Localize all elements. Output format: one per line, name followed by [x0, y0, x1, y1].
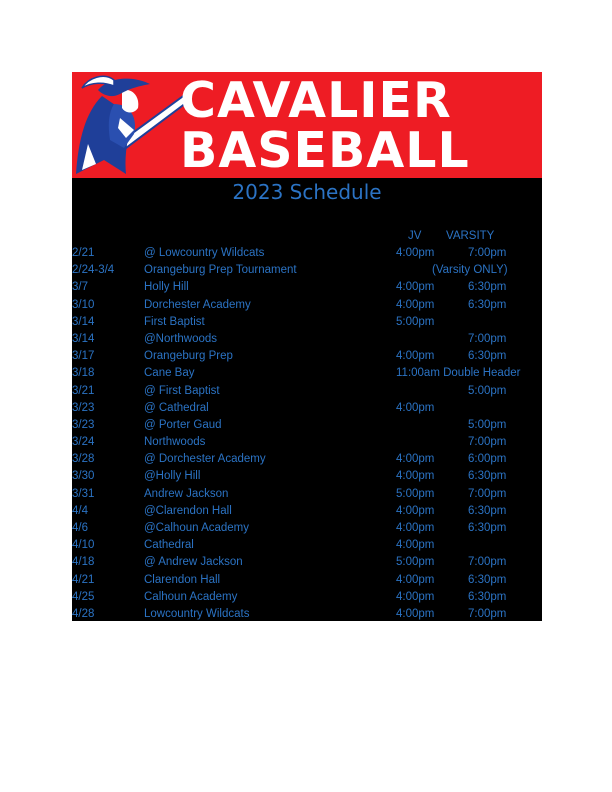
- schedule-row: [72, 245, 542, 262]
- schedule-row: [72, 365, 542, 382]
- schedule-list: [72, 245, 542, 623]
- game-varsity-time: 6:30pm: [468, 350, 507, 363]
- game-opponent: @Calhoun Academy: [144, 522, 250, 534]
- game-date: 3/10: [72, 298, 95, 311]
- schedule-row: [72, 520, 542, 537]
- game-varsity-time: 5:00pm: [468, 384, 507, 397]
- game-date: 3/23: [72, 418, 95, 431]
- schedule-sheet: [72, 72, 542, 621]
- game-opponent: Lowcountry Wildcats: [144, 607, 250, 620]
- schedule-row: [72, 331, 542, 348]
- game-jv-time: 4:00pm: [396, 573, 435, 586]
- game-date: 2/21: [72, 247, 95, 259]
- game-varsity-time: 7:00pm: [468, 247, 507, 259]
- game-date: 3/14: [72, 332, 95, 345]
- schedule-row: [72, 537, 542, 554]
- game-date: 4/4: [72, 504, 88, 517]
- schedule-row: [72, 400, 542, 417]
- game-jv-time: 4:00pm: [396, 470, 435, 483]
- game-opponent: Andrew Jackson: [144, 487, 229, 500]
- game-opponent: First Baptist: [144, 315, 205, 328]
- game-jv-time: 4:00pm: [396, 453, 435, 466]
- game-jv-time: 4:00pm: [396, 298, 435, 311]
- game-opponent: @ Andrew Jackson: [144, 556, 243, 569]
- schedule-row: [72, 606, 542, 623]
- game-jv-time: 4:00pm: [396, 522, 435, 534]
- game-jv-time: 5:00pm: [396, 487, 435, 500]
- schedule-row: [72, 262, 542, 279]
- column-header-varsity: VARSITY: [446, 230, 495, 242]
- game-varsity-time: 6:30pm: [468, 522, 507, 534]
- game-jv-time: 4:00pm: [396, 504, 435, 517]
- game-varsity-time: 6:30pm: [468, 573, 507, 586]
- game-date: 3/17: [72, 350, 95, 363]
- schedule-row: [72, 297, 542, 314]
- game-opponent: @Holly Hill: [144, 470, 201, 483]
- game-jv-time: 4:00pm: [396, 590, 435, 603]
- schedule-row: [72, 468, 542, 485]
- game-varsity-time: 7:00pm: [468, 556, 507, 569]
- game-varsity-time: 7:00pm: [468, 332, 507, 345]
- game-date: 4/28: [72, 607, 95, 620]
- game-varsity-time: 6:30pm: [468, 298, 507, 311]
- schedule-row: [72, 589, 542, 606]
- schedule-row: [72, 554, 542, 571]
- game-date: 3/14: [72, 315, 95, 328]
- game-varsity-time: 6:30pm: [468, 504, 507, 517]
- schedule-row: [72, 348, 542, 365]
- game-date: 4/18: [72, 556, 95, 569]
- game-jv-time: 5:00pm: [396, 315, 435, 328]
- schedule-row: [72, 417, 542, 434]
- schedule-row: [72, 572, 542, 589]
- banner-line-cavalier: CAVALIER: [180, 72, 452, 129]
- game-jv-time: 4:00pm: [396, 247, 435, 259]
- game-date: 3/28: [72, 453, 95, 466]
- game-varsity-time: 5:00pm: [468, 418, 507, 431]
- game-varsity-time: 7:00pm: [468, 436, 507, 449]
- game-date: 3/7: [72, 281, 88, 294]
- schedule-row: [72, 314, 542, 331]
- header-banner: [72, 72, 542, 178]
- game-opponent: @ Dorchester Academy: [144, 453, 266, 466]
- game-jv-time: 11:00am Double Header: [396, 367, 521, 380]
- game-opponent: @ Lowcountry Wildcats: [144, 247, 265, 259]
- game-jv-time: 4:00pm: [396, 539, 435, 552]
- game-jv-time: 4:00pm: [396, 281, 435, 294]
- game-opponent: Holly Hill: [144, 281, 189, 294]
- game-date: 3/31: [72, 487, 95, 500]
- game-varsity-time: 6:00pm: [468, 453, 507, 466]
- game-opponent: @ Porter Gaud: [144, 418, 222, 431]
- game-opponent: Cathedral: [144, 539, 194, 552]
- game-varsity-time: 6:30pm: [468, 470, 507, 483]
- game-date: 3/23: [72, 401, 95, 414]
- schedule-row: [72, 451, 542, 468]
- game-date: 3/30: [72, 470, 95, 483]
- column-header-jv: JV: [408, 230, 422, 242]
- game-date: 4/21: [72, 573, 95, 586]
- game-opponent: Orangeburg Prep: [144, 350, 233, 363]
- game-opponent: Orangeburg Prep Tournament: [144, 264, 297, 277]
- game-varsity-time: 7:00pm: [468, 607, 507, 620]
- game-jv-time: 4:00pm: [396, 401, 435, 414]
- schedule-row: [72, 486, 542, 503]
- game-opponent: @Northwoods: [144, 332, 218, 345]
- game-opponent: Dorchester Academy: [144, 298, 251, 311]
- game-varsity-time: 6:30pm: [468, 281, 507, 294]
- game-date: 3/21: [72, 384, 95, 397]
- game-date: 2/24-3/4: [72, 264, 115, 277]
- game-opponent: @Clarendon Hall: [144, 504, 232, 517]
- schedule-row: [72, 434, 542, 451]
- game-opponent: @ First Baptist: [144, 384, 220, 397]
- cavalier-logo-icon: [74, 74, 190, 176]
- game-date: 3/18: [72, 367, 95, 380]
- game-jv-time: 4:00pm: [396, 607, 435, 620]
- game-date: 3/24: [72, 436, 95, 449]
- game-opponent: Clarendon Hall: [144, 573, 221, 586]
- game-opponent: Northwoods: [144, 436, 206, 449]
- game-jv-time: 5:00pm: [396, 556, 435, 569]
- game-jv-time: 4:00pm: [396, 350, 435, 363]
- banner-line-baseball: BASEBALL: [180, 122, 470, 178]
- page-title: 2023 Schedule: [232, 180, 382, 204]
- game-date: 4/10: [72, 539, 95, 552]
- game-varsity-time: 7:00pm: [468, 487, 507, 500]
- game-date: 4/25: [72, 590, 95, 603]
- game-opponent: @ Cathedral: [144, 401, 209, 414]
- game-varsity-time: 6:30pm: [468, 590, 507, 603]
- game-opponent: Cane Bay: [144, 367, 195, 380]
- schedule-row: [72, 503, 542, 520]
- schedule-row: [72, 279, 542, 296]
- game-note: (Varsity ONLY): [432, 264, 508, 277]
- game-opponent: Calhoun Academy: [144, 590, 238, 603]
- schedule-row: [72, 383, 542, 400]
- game-date: 4/6: [72, 522, 88, 534]
